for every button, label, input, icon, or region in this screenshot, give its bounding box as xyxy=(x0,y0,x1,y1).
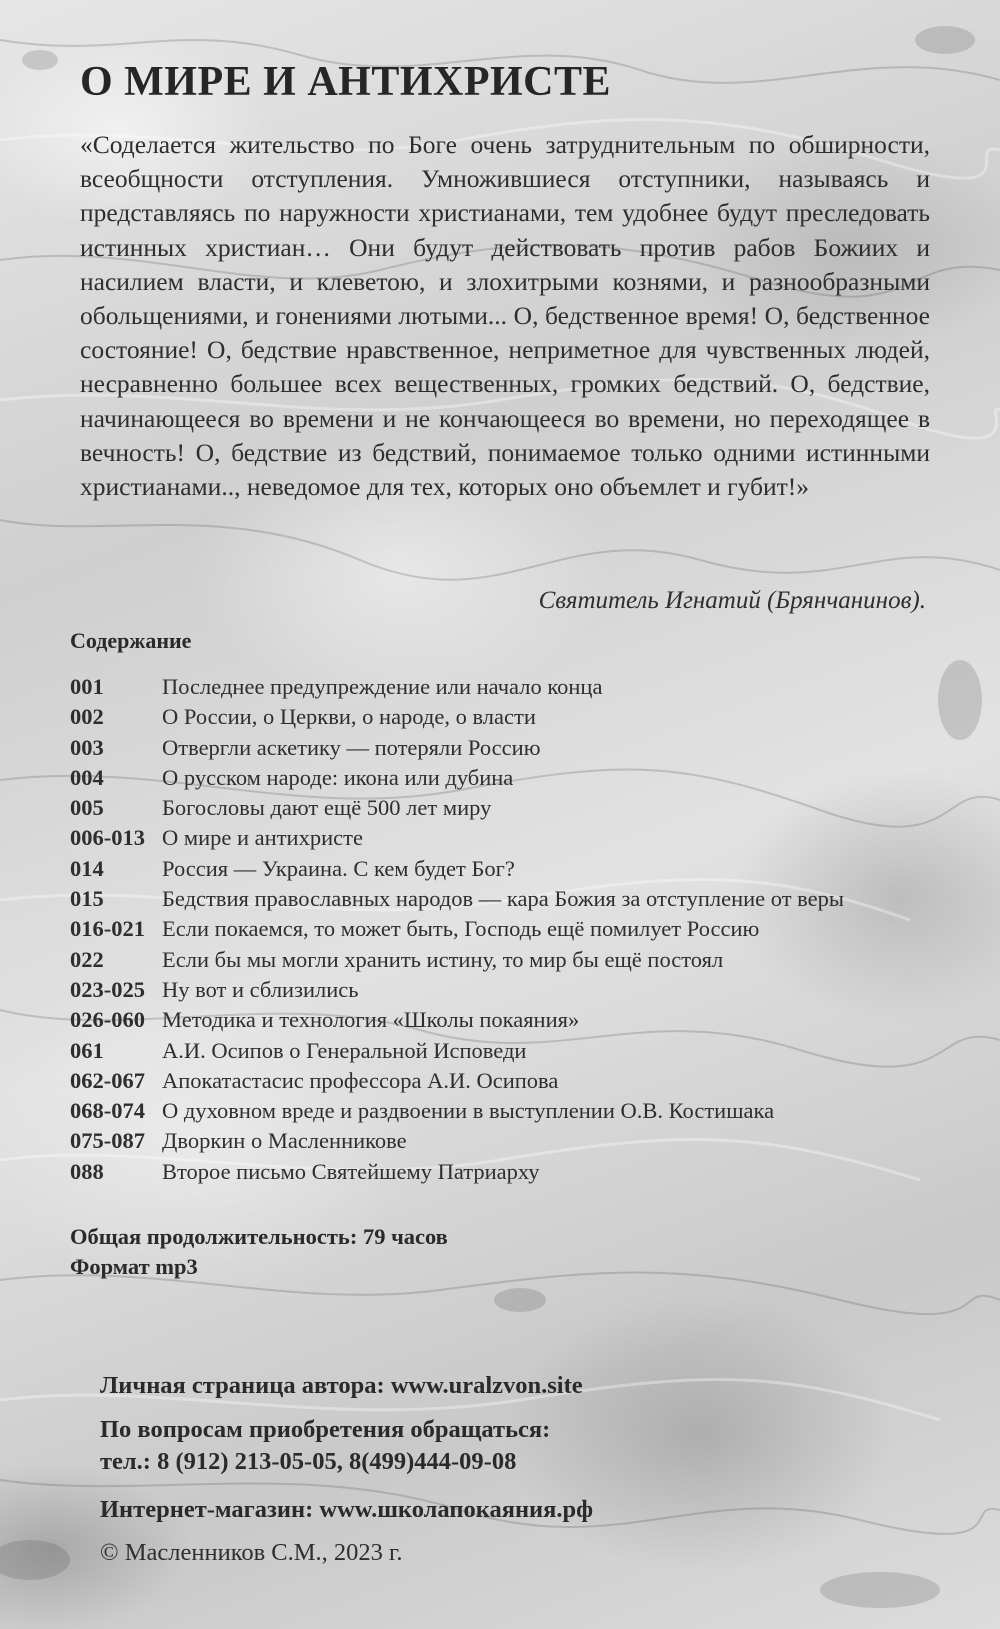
page-title: О МИРЕ И АНТИХРИСТЕ xyxy=(80,59,612,105)
toc-title: О России, о Церкви, о народе, о власти xyxy=(162,704,536,730)
toc-item xyxy=(70,1005,970,1035)
toc-number: 016-021 xyxy=(70,916,145,942)
toc-item xyxy=(70,975,970,1005)
toc-item xyxy=(70,793,970,823)
toc-number: 001 xyxy=(70,674,104,699)
quote-attribution: Святитель Игнатий (Брянчанинов). xyxy=(538,587,926,614)
toc-title: Апокатастасис профессора А.И. Осипова xyxy=(162,1067,559,1093)
toc-item xyxy=(70,672,970,702)
author-page-link[interactable]: Личная страница автора: www.uralzvon.site xyxy=(100,1372,583,1399)
toc-title: О духовном вреде и раздвоении в выступлении О.В. Костишака xyxy=(162,1098,775,1124)
toc-number: 002 xyxy=(70,704,104,730)
toc-item xyxy=(70,1036,970,1066)
toc-number: 014 xyxy=(70,855,104,881)
online-shop-link[interactable]: Интернет-магазин: www.школапокаяния.рф xyxy=(100,1496,594,1523)
release-info xyxy=(70,1222,448,1282)
toc-number: 005 xyxy=(70,795,104,821)
toc-title: Если покаемся, то может быть, Господь ещё помилует Россию xyxy=(162,916,760,942)
toc-title: Отвергли аскетику — потеряли Россию xyxy=(162,734,541,760)
toc-number: 062-067 xyxy=(70,1067,145,1093)
toc-item xyxy=(70,702,970,732)
toc-item xyxy=(70,914,970,944)
toc-item xyxy=(70,884,970,914)
toc-number: 068-074 xyxy=(70,1098,145,1124)
toc-number: 075-087 xyxy=(70,1128,145,1154)
total-duration: Общая продолжительность: 79 часов xyxy=(70,1224,448,1249)
contact-block xyxy=(100,1370,593,1526)
toc-number: 022 xyxy=(70,946,104,972)
purchase-heading: По вопросам приобретения обращаться: xyxy=(100,1416,551,1443)
toc-item xyxy=(70,1126,970,1156)
toc-title: А.И. Осипов о Генеральной Исповеди xyxy=(162,1037,527,1063)
table-of-contents xyxy=(70,672,970,1187)
toc-title: О русском народе: икона или дубина xyxy=(162,764,514,790)
audio-format: Формат mp3 xyxy=(70,1254,198,1279)
toc-title: Бедствия православных народов — кара Божия за отступление от веры xyxy=(162,886,845,912)
toc-title: О мире и антихристе xyxy=(162,825,363,851)
toc-item xyxy=(70,854,970,884)
toc-title: Россия — Украина. С кем будет Бог? xyxy=(162,855,515,881)
toc-title: Методика и технология «Школы покаяния» xyxy=(162,1007,580,1033)
copyright-notice: © Масленников С.М., 2023 г. xyxy=(100,1539,403,1566)
toc-number: 006-013 xyxy=(70,825,145,851)
toc-title: Дворкин о Масленникове xyxy=(162,1128,407,1154)
toc-item xyxy=(70,733,970,763)
toc-item xyxy=(70,823,970,853)
toc-number: 026-060 xyxy=(70,1007,145,1033)
toc-number: 015 xyxy=(70,886,104,912)
toc-item xyxy=(70,1157,970,1187)
toc-item xyxy=(70,1096,970,1126)
toc-title: Последнее предупреждение или начало конца xyxy=(162,674,603,699)
phone-numbers: тел.: 8 (912) 213-05-05, 8(499)444-09-08 xyxy=(100,1448,517,1475)
toc-item xyxy=(70,945,970,975)
toc-number: 061 xyxy=(70,1037,104,1063)
toc-title: Ну вот и сблизились xyxy=(162,976,359,1002)
toc-title: Если бы мы могли хранить истину, то мир бы ещё постоял xyxy=(162,946,724,972)
toc-item xyxy=(70,1066,970,1096)
toc-number: 023-025 xyxy=(70,976,145,1002)
toc-number: 088 xyxy=(70,1158,104,1184)
toc-title: Богословы дают ещё 500 лет миру xyxy=(162,795,492,821)
quote-paragraph: «Соделается жительство по Боге очень затруднительным по обширности, всеобщности отступления. Умножившиеся отступники, называясь и представляясь по наружности христианами, тем удобнее будут преследовать истинных христиан… Они будут действовать против рабов Божиих и насилием власти, и клеветою, и злохитрыми кознями, и разнообразными обольщениями, и гонениями лютыми... О, бедственное время! О, бедственное состояние! О, бедствие нравственное, неприметное для чувственных людей, несравненно большее всех вещественных, громких бедствий. О, бедствие, начинающееся во времени и не кончающееся во времени, но переходящее в вечность! О, бедствие из бедствий, понимаемое только одними истинными христианами.., неведомое для тех, которых оно объемлет и губит!» xyxy=(80,130,930,502)
toc-number: 004 xyxy=(70,764,104,790)
toc-title: Второе письмо Святейшему Патриарху xyxy=(162,1158,540,1184)
toc-item xyxy=(70,763,970,793)
toc-number: 003 xyxy=(70,734,104,760)
contents-heading: Содержание xyxy=(70,628,192,653)
